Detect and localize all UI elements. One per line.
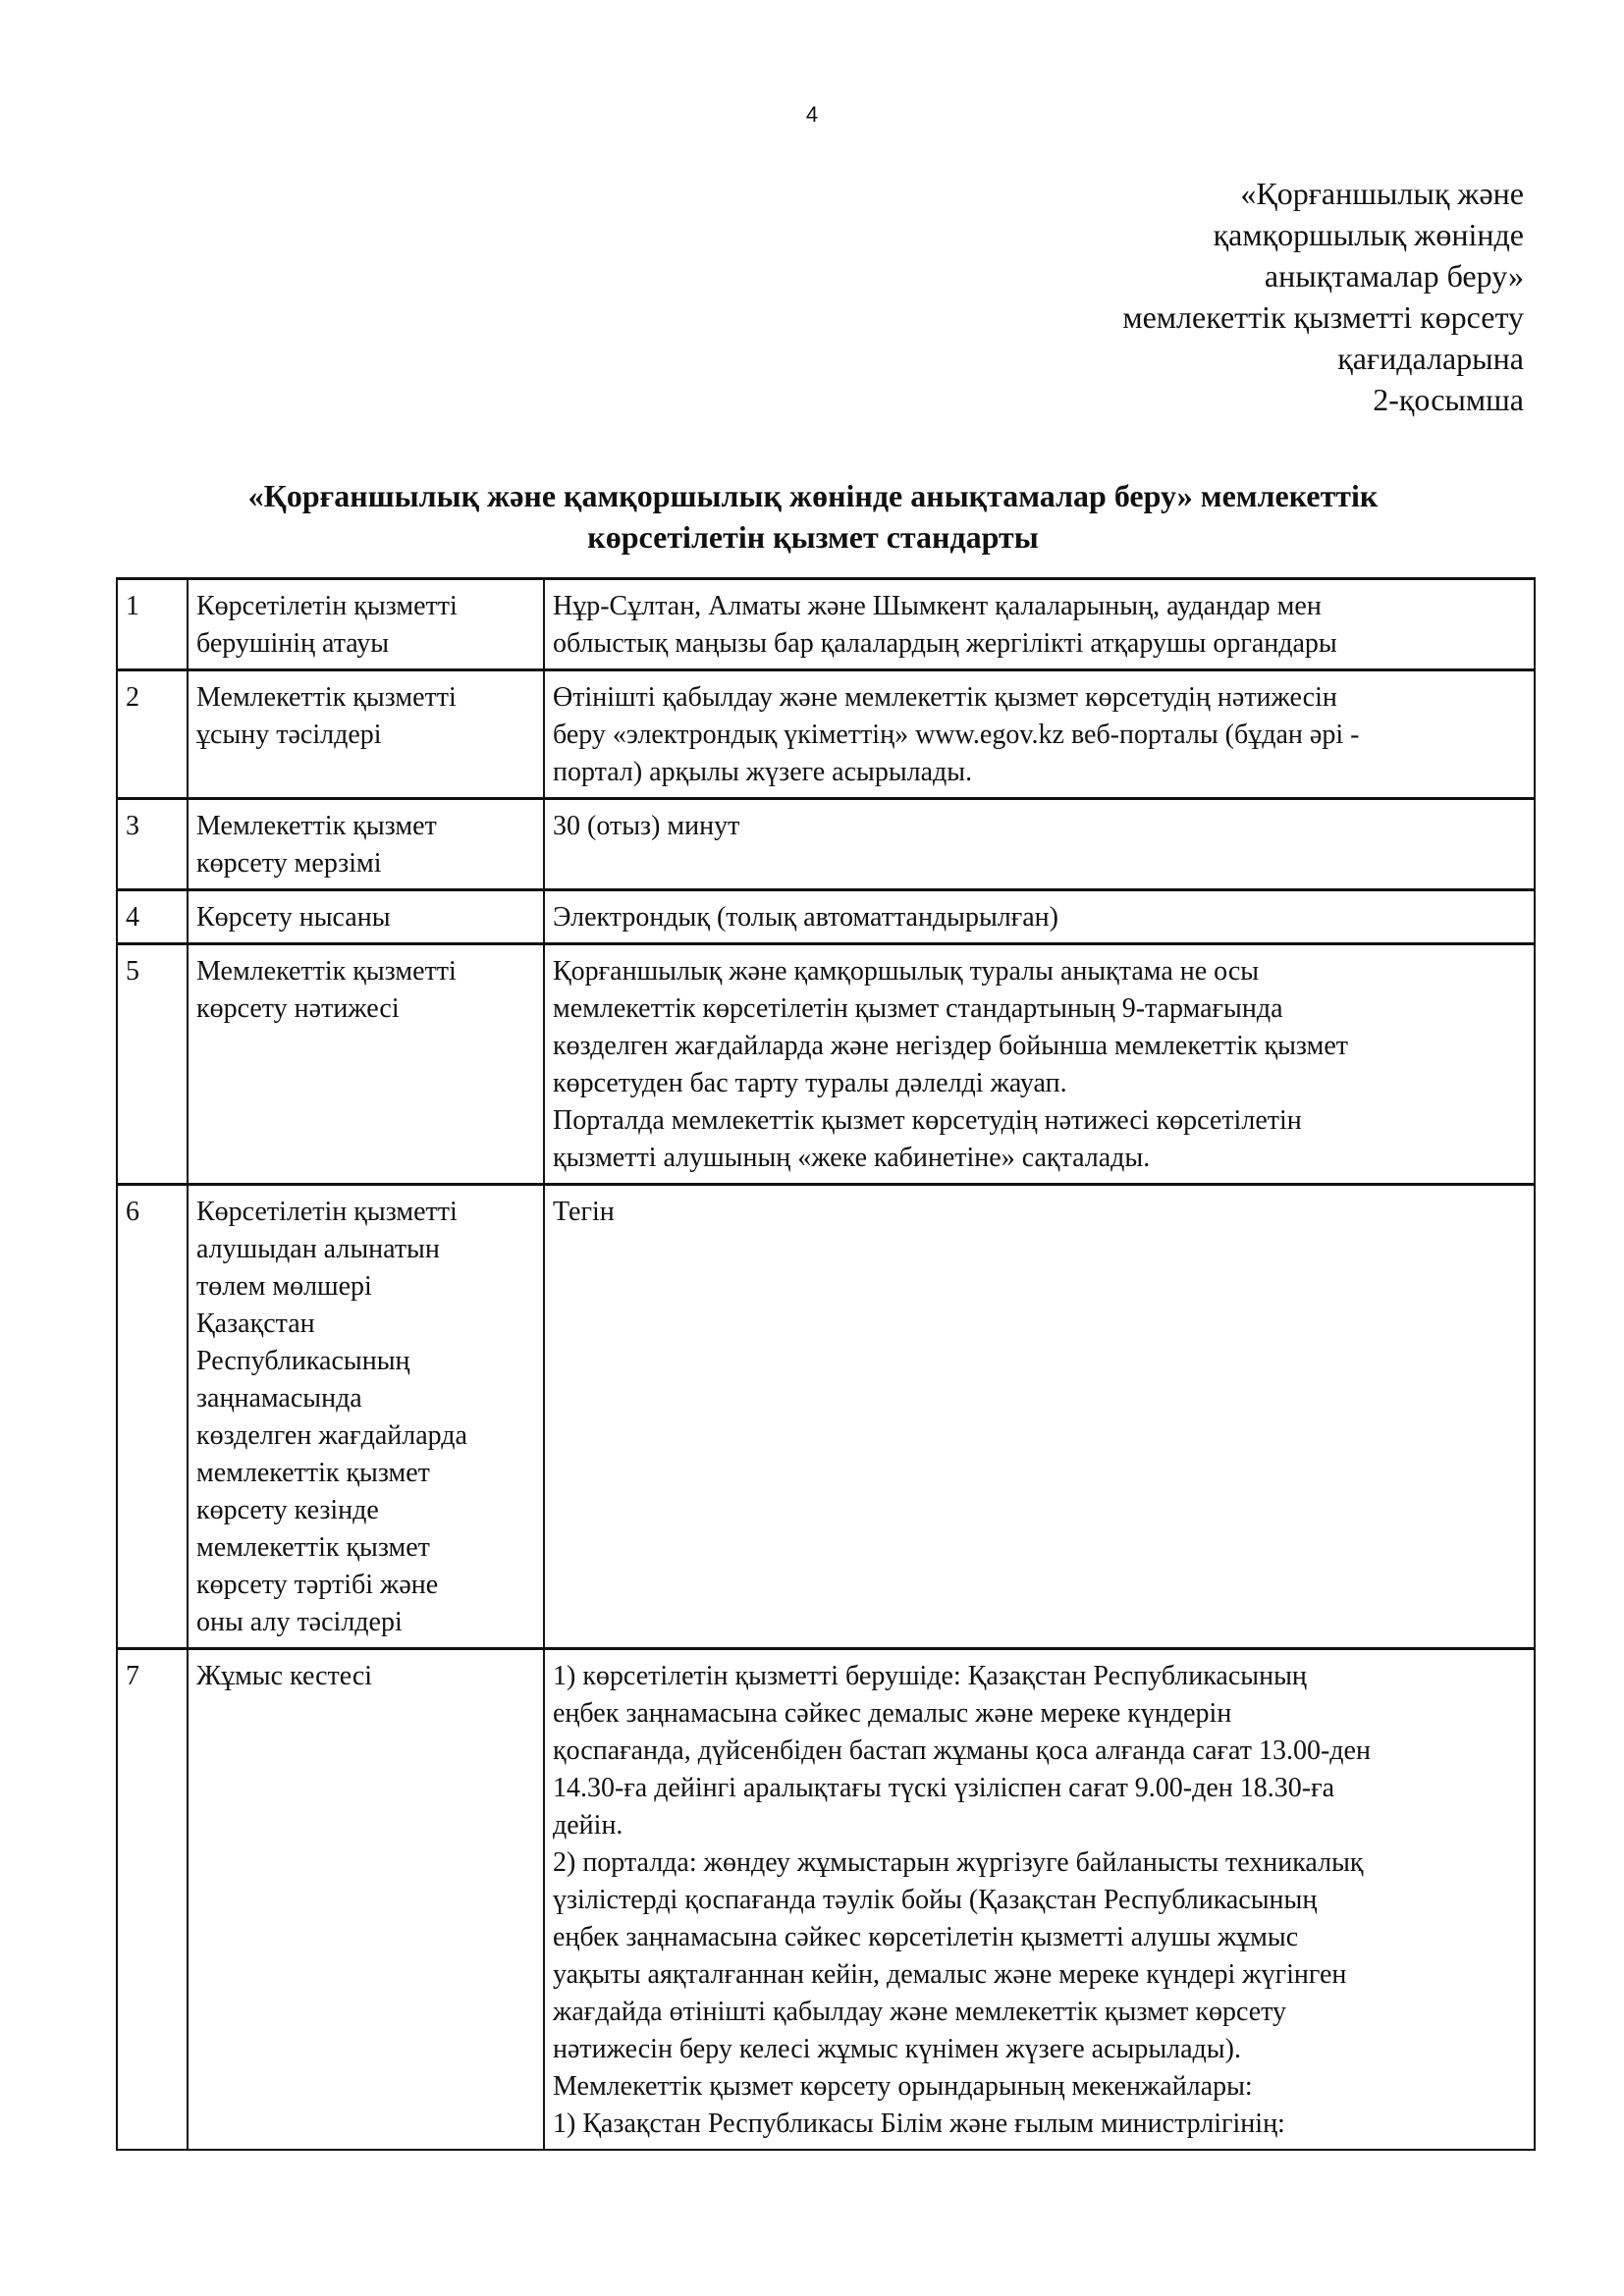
value-line: дейін. (553, 1810, 623, 1841)
table-row (117, 944, 1535, 1185)
label-line: төлем мөлшері (196, 1271, 372, 1302)
row-value (544, 579, 1535, 670)
value-line: Порталда мемлекеттік қызмет көрсетудің нәтижесі көрсетілетін (553, 1105, 1302, 1136)
value-line: көзделген жағдайларда және негіздер бойынша мемлекеттік қызмет (553, 1031, 1348, 1061)
row-label (188, 670, 544, 799)
label-line: Көрсетілетін қызметті (196, 1197, 458, 1227)
row-number: 5 (117, 944, 188, 1185)
label-line: Мемлекеттік қызмет (196, 811, 437, 841)
value-line: Тегін (553, 1197, 615, 1227)
title-line: көрсетілетін қызмет стандарты (587, 519, 1039, 555)
value-line: қызметті алушының «жеке кабинетіне» сақталады. (553, 1143, 1151, 1173)
label-line: оны алу тәсілдері (196, 1607, 403, 1637)
value-line: қоспағанда, дүйсенбіден бастап жұманы қоса алғанда сағат 13.00-ден (553, 1735, 1371, 1766)
row-number: 4 (117, 890, 188, 944)
label-line: Мемлекеттік қызметті (196, 956, 457, 987)
label-line: Қазақстан (196, 1308, 315, 1339)
row-value (544, 799, 1535, 890)
value-line: еңбек заңнамасына сәйкес демалыс және мереке күндерін (553, 1698, 1232, 1729)
value-line: үзілістерді қоспағанда тәулік бойы (Қазақстан Республикасының (553, 1885, 1318, 1915)
row-number: 3 (117, 799, 188, 890)
row-label (188, 944, 544, 1185)
label-line: көрсету тәртібі және (196, 1570, 439, 1600)
document-title (116, 475, 1510, 558)
label-line: көзделген жағдайларда (196, 1420, 467, 1451)
annex-line: қағидаларына (1337, 341, 1524, 376)
annex-line: мемлекеттік қызметті көрсету (1122, 299, 1524, 335)
title-line: «Қорғаншылық және қамқоршылық жөнінде анықтамалар беру» мемлекеттік (247, 478, 1379, 513)
table-row (117, 670, 1535, 799)
page-number: 4 (805, 102, 819, 127)
row-label (188, 799, 544, 890)
label-line: көрсету мерзімі (196, 848, 382, 879)
label-line: мемлекеттік қызмет (196, 1532, 430, 1563)
value-line: уақыты аяқталғаннан кейін, демалыс және мереке күндері жүгінген (553, 1959, 1347, 1990)
row-label (188, 1649, 544, 2151)
label-line: көрсету кезінде (196, 1495, 379, 1525)
table-row (117, 1649, 1535, 2151)
row-value (544, 1649, 1535, 2151)
value-line: мемлекеттік көрсетілетін қызмет стандартының 9-тармағында (553, 993, 1283, 1024)
value-line: Мемлекеттік қызмет көрсету орындарының мекенжайлары: (553, 2071, 1253, 2102)
row-number: 2 (117, 670, 188, 799)
value-line: Өтінішті қабылдау және мемлекеттік қызмет көрсетудің нәтижесін (553, 682, 1337, 713)
label-line: Көрсету нысаны (196, 902, 391, 933)
table-row (117, 1185, 1535, 1649)
value-line: нәтижесін беру келесі жұмыс күнімен жүзеге асырылады). (553, 2034, 1241, 2064)
label-line: мемлекеттік қызмет (196, 1458, 430, 1488)
value-line: Электрондық (толық автоматтандырылған) (553, 902, 1058, 933)
label-line: заңнамасында (196, 1383, 362, 1414)
value-line: жағдайда өтінішті қабылдау және мемлекеттік қызмет көрсету (553, 1997, 1287, 2027)
value-line: көрсетуден бас тарту туралы дәлелді жауап. (553, 1068, 1067, 1098)
row-number: 1 (117, 579, 188, 670)
row-number: 6 (117, 1185, 188, 1649)
row-value (544, 890, 1535, 944)
value-line: облыстық маңызы бар қалалардың жергілікті атқарушы органдары (553, 628, 1337, 659)
label-line: Көрсетілетін қызметті (196, 591, 458, 621)
value-line: 1) Қазақстан Республикасы Білім және ғылым министрлігінің: (553, 2109, 1285, 2139)
row-label (188, 579, 544, 670)
value-line: 14.30-ға дейінгі аралықтағы түскі үзіліспен сағат 9.00-ден 18.30-ға (553, 1773, 1335, 1803)
annex-line: «Қорғаншылық және (1240, 176, 1524, 211)
annex-line: анықтамалар беру» (1264, 258, 1524, 294)
annex-line: 2-қосымша (1373, 382, 1524, 417)
annex-line: қамқоршылық жөнінде (1213, 217, 1524, 252)
value-line: 1) көрсетілетін қызметті берушіде: Қазақстан Республикасының (553, 1661, 1307, 1691)
row-value (544, 944, 1535, 1185)
annex-reference (1122, 173, 1524, 420)
value-line: Нұр-Сұлтан, Алматы және Шымкент қалаларының, аудандар мен (553, 591, 1322, 621)
row-value (544, 670, 1535, 799)
row-value (544, 1185, 1535, 1649)
value-line: Қорғаншылық және қамқоршылық туралы анықтама не осы (553, 956, 1260, 987)
table-row (117, 799, 1535, 890)
label-line: берушінің атауы (196, 628, 390, 659)
row-label (188, 1185, 544, 1649)
row-label (188, 890, 544, 944)
label-line: алушыдан алынатын (196, 1234, 440, 1264)
label-line: көрсету нәтижесі (196, 993, 400, 1024)
label-line: Мемлекеттік қызметті (196, 682, 457, 713)
value-line: портал) арқылы жүзеге асырылады. (553, 757, 973, 787)
label-line: ұсыну тәсілдері (196, 720, 382, 750)
value-line: беру «электрондық үкіметтің» www.egov.kz веб-порталы (бұдан әрі - (553, 720, 1360, 750)
label-line: Жұмыс кестесі (196, 1661, 373, 1691)
value-line: еңбек заңнамасына сәйкес көрсетілетін қызметті алушы жұмыс (553, 1922, 1299, 1952)
table-row (117, 579, 1535, 670)
service-standard-table (116, 577, 1536, 2151)
row-number: 7 (117, 1649, 188, 2151)
table-row (117, 890, 1535, 944)
label-line: Республикасының (196, 1346, 410, 1376)
value-line: 2) порталда: жөндеу жұмыстарын жүргізуге байланысты техникалық (553, 1847, 1364, 1878)
value-line: 30 (отыз) минут (553, 811, 740, 841)
